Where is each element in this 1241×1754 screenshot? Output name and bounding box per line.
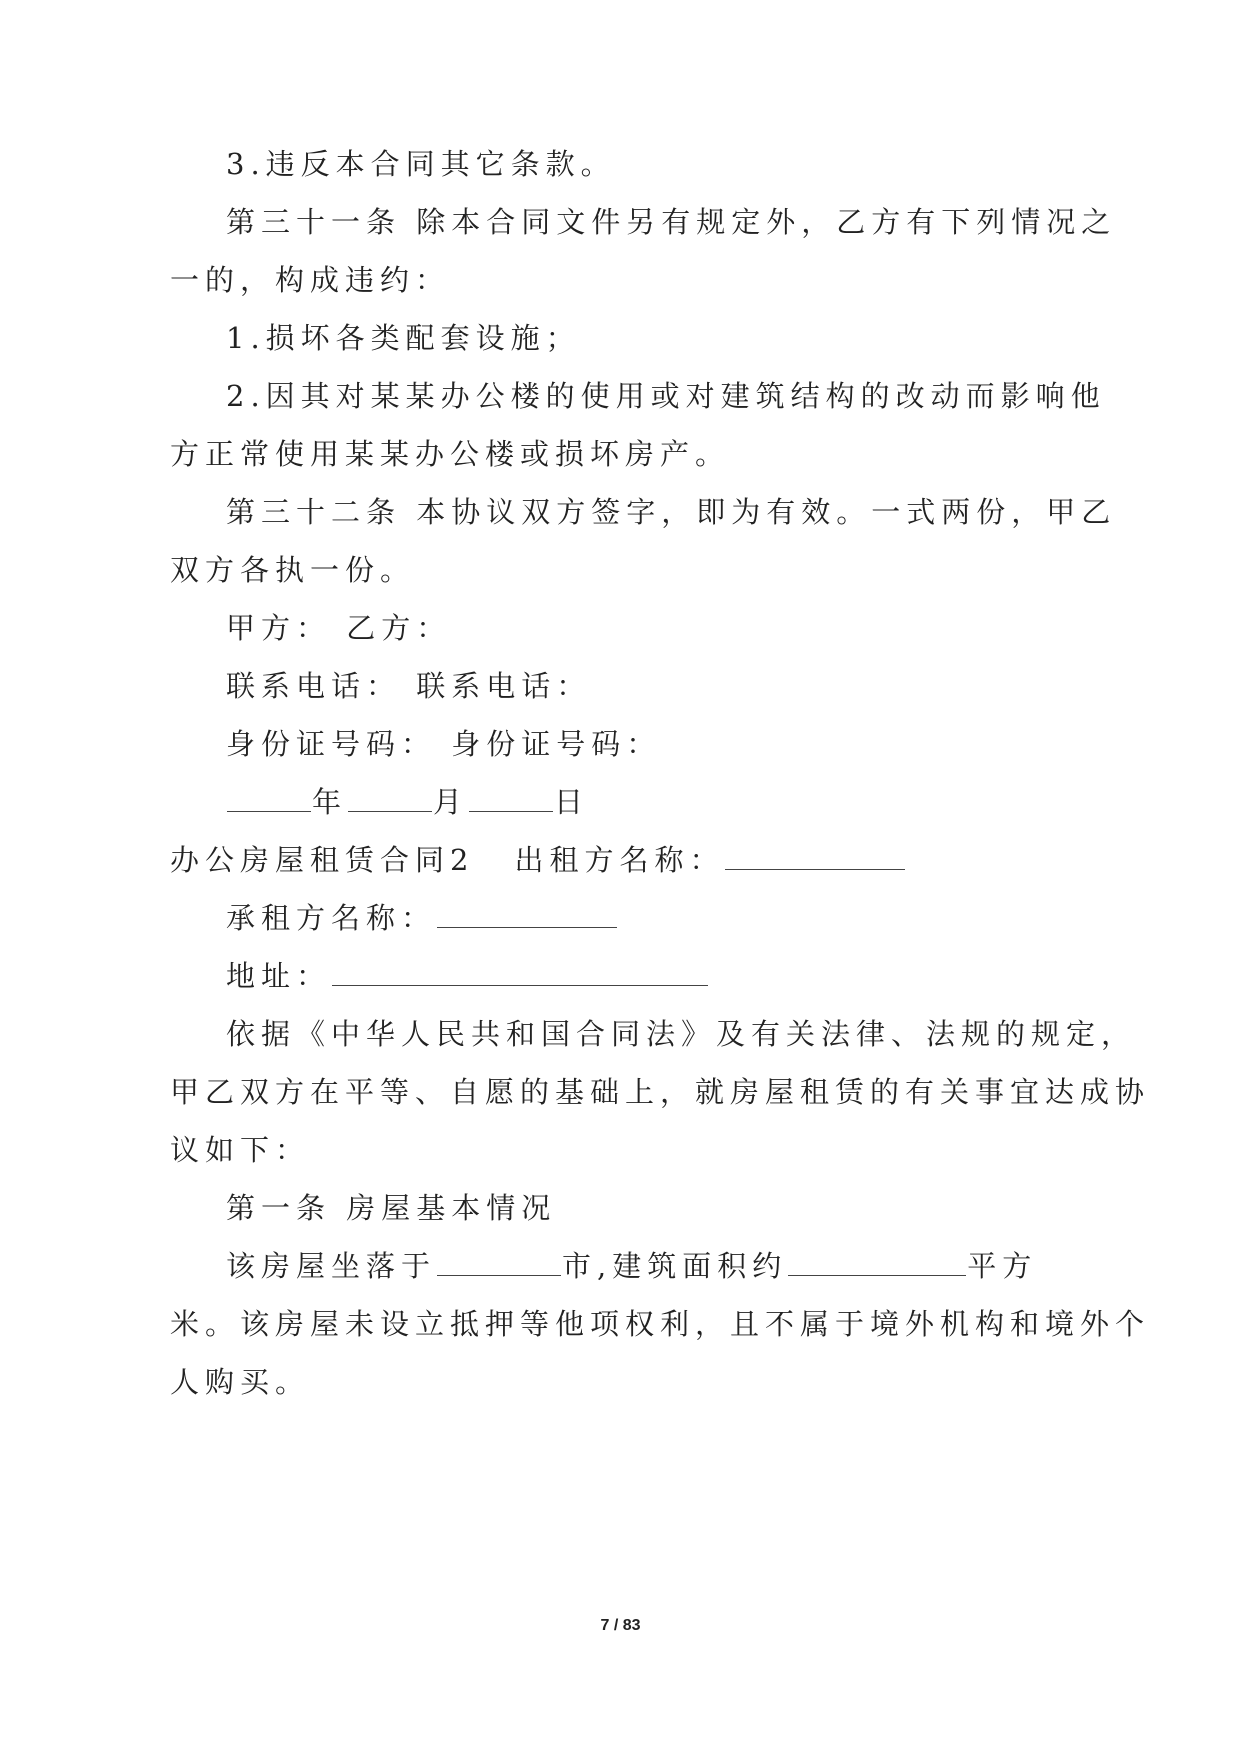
article-31-line1: 第三十一条 除本合同文件另有规定外，乙方有下列情况之 bbox=[226, 205, 1117, 239]
party-id-numbers: 身份证号码： 身份证号码： bbox=[226, 727, 662, 761]
page-number: 7 / 83 bbox=[600, 1617, 641, 1634]
article-32-line1: 第三十二条 本协议双方签字，即为有效。一式两份，甲乙 bbox=[226, 495, 1117, 529]
contract2-header-line bbox=[170, 842, 906, 878]
lessee-label: 承租方名称： bbox=[226, 901, 437, 935]
area-unit: 平方 bbox=[967, 1249, 1038, 1283]
city-area-label: 市,建筑面积约 bbox=[562, 1249, 788, 1283]
clause-item-3: 3.违反本合同其它条款。 bbox=[226, 147, 616, 181]
basis-line2: 甲乙双方在平等、自愿的基础上，就房屋租赁的有关事宜达成协 bbox=[170, 1075, 1151, 1109]
lessee-blank bbox=[437, 903, 617, 928]
basis-line3: 议如下： bbox=[170, 1133, 311, 1167]
lessor-blank bbox=[725, 845, 905, 870]
address-label: 地址： bbox=[226, 959, 332, 993]
breach-item-1: 1.损坏各类配套设施； bbox=[226, 321, 581, 355]
lessee-line bbox=[226, 900, 618, 936]
address-line bbox=[226, 958, 709, 994]
month-label: 月 bbox=[433, 785, 469, 819]
basis-line1: 依据《中华人民共和国合同法》及有关法律、法规的规定， bbox=[226, 1017, 1137, 1051]
contract2-title: 办公房屋租赁合同2 bbox=[170, 843, 475, 877]
article-1-heading: 第一条 房屋基本情况 bbox=[226, 1191, 557, 1225]
address-blank bbox=[332, 961, 708, 986]
property-status-line1: 米。该房屋未设立抵押等他项权利，且不属于境外机构和境外个 bbox=[170, 1307, 1151, 1341]
property-status-line2: 人购买。 bbox=[170, 1365, 311, 1399]
article-31-line2: 一的，构成违约： bbox=[170, 263, 451, 297]
location-prefix: 该房屋坐落于 bbox=[226, 1249, 437, 1283]
article-32-line2: 双方各执一份。 bbox=[170, 553, 416, 587]
year-blank bbox=[227, 787, 311, 812]
day-label: 日 bbox=[554, 785, 590, 819]
area-blank bbox=[788, 1251, 966, 1276]
party-phones: 联系电话： 联系电话： bbox=[226, 669, 592, 703]
day-blank bbox=[469, 787, 553, 812]
lessor-label: 出租方名称： bbox=[514, 843, 725, 877]
location-blank bbox=[437, 1251, 561, 1276]
location-line bbox=[226, 1248, 1037, 1284]
year-label: 年 bbox=[312, 785, 348, 819]
date-line bbox=[226, 784, 589, 820]
breach-item-2-line1: 2.因其对某某办公楼的使用或对建筑结构的改动而影响他 bbox=[226, 379, 1106, 413]
month-blank bbox=[348, 787, 432, 812]
party-signatures: 甲方： 乙方： bbox=[226, 611, 452, 645]
breach-item-2-line2: 方正常使用某某办公楼或损坏房产。 bbox=[170, 437, 731, 471]
